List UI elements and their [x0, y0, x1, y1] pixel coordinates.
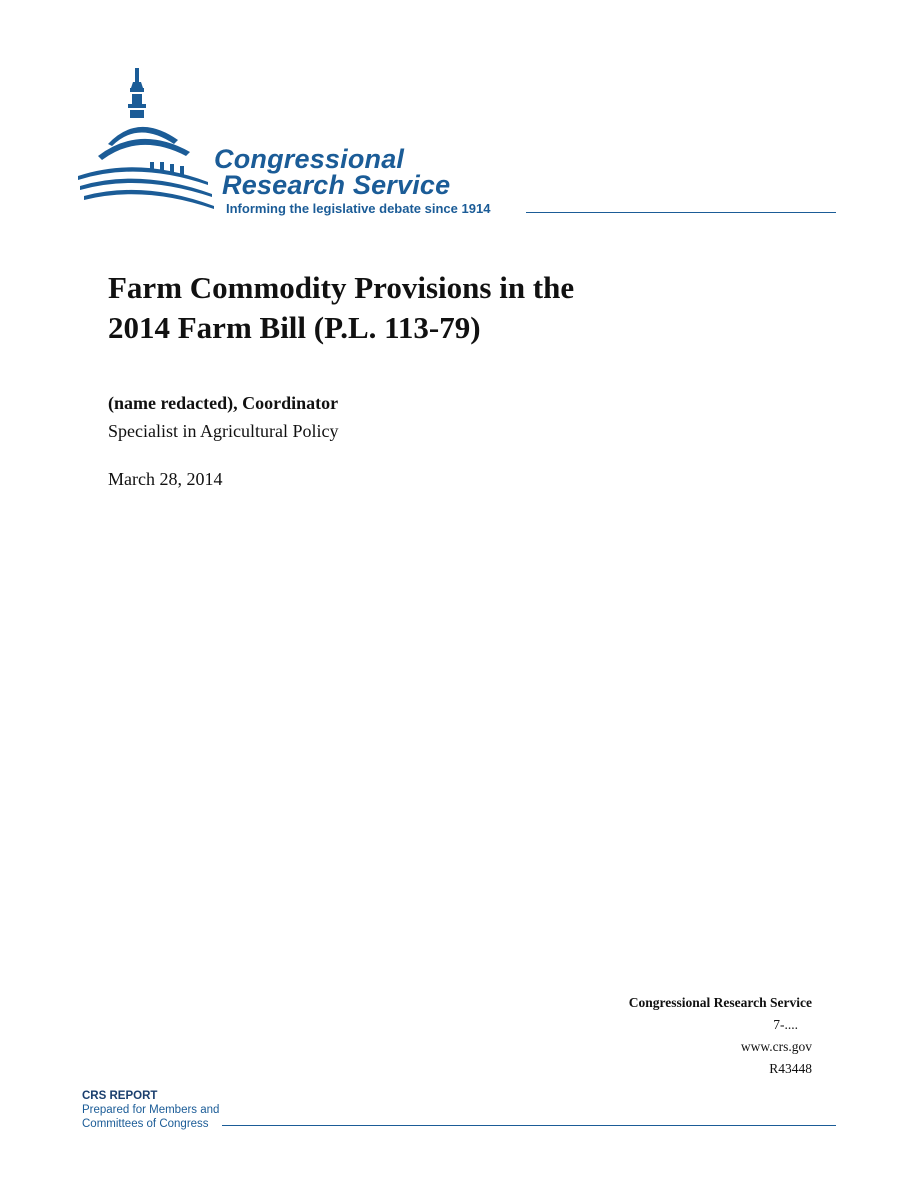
report-title-line2: 2014 Farm Bill (P.L. 113-79)	[108, 310, 481, 345]
tagline-rule	[526, 212, 836, 213]
footer-info	[629, 992, 812, 1080]
crs-logo	[78, 64, 838, 224]
report-title	[108, 268, 748, 348]
report-number: R43448	[769, 1061, 812, 1076]
footer-code: 7-....	[773, 1017, 798, 1032]
brand-name-line1: Congressional	[214, 144, 405, 174]
footer-url[interactable]: www.crs.gov	[740, 1039, 812, 1054]
crs-report-line2: Committees of Congress	[82, 1118, 209, 1130]
capitol-dome-icon	[78, 64, 218, 224]
author-name: (name redacted), Coordinator	[108, 393, 339, 413]
crs-report-line1: Prepared for Members and	[82, 1104, 220, 1116]
crs-report-header: CRS REPORT	[82, 1090, 158, 1102]
footer-org: Congressional Research Service	[628, 995, 812, 1010]
brand-name-line2: Research Service	[222, 170, 451, 200]
publication-date: March 28, 2014	[108, 469, 223, 489]
brand-tagline: Informing the legislative debate since 1914	[226, 201, 491, 216]
footer-rule	[222, 1125, 836, 1126]
report-title-line1: Farm Commodity Provisions in the	[108, 270, 575, 305]
author-role: Specialist in Agricultural Policy	[108, 421, 339, 441]
crs-report-label	[82, 1089, 219, 1131]
